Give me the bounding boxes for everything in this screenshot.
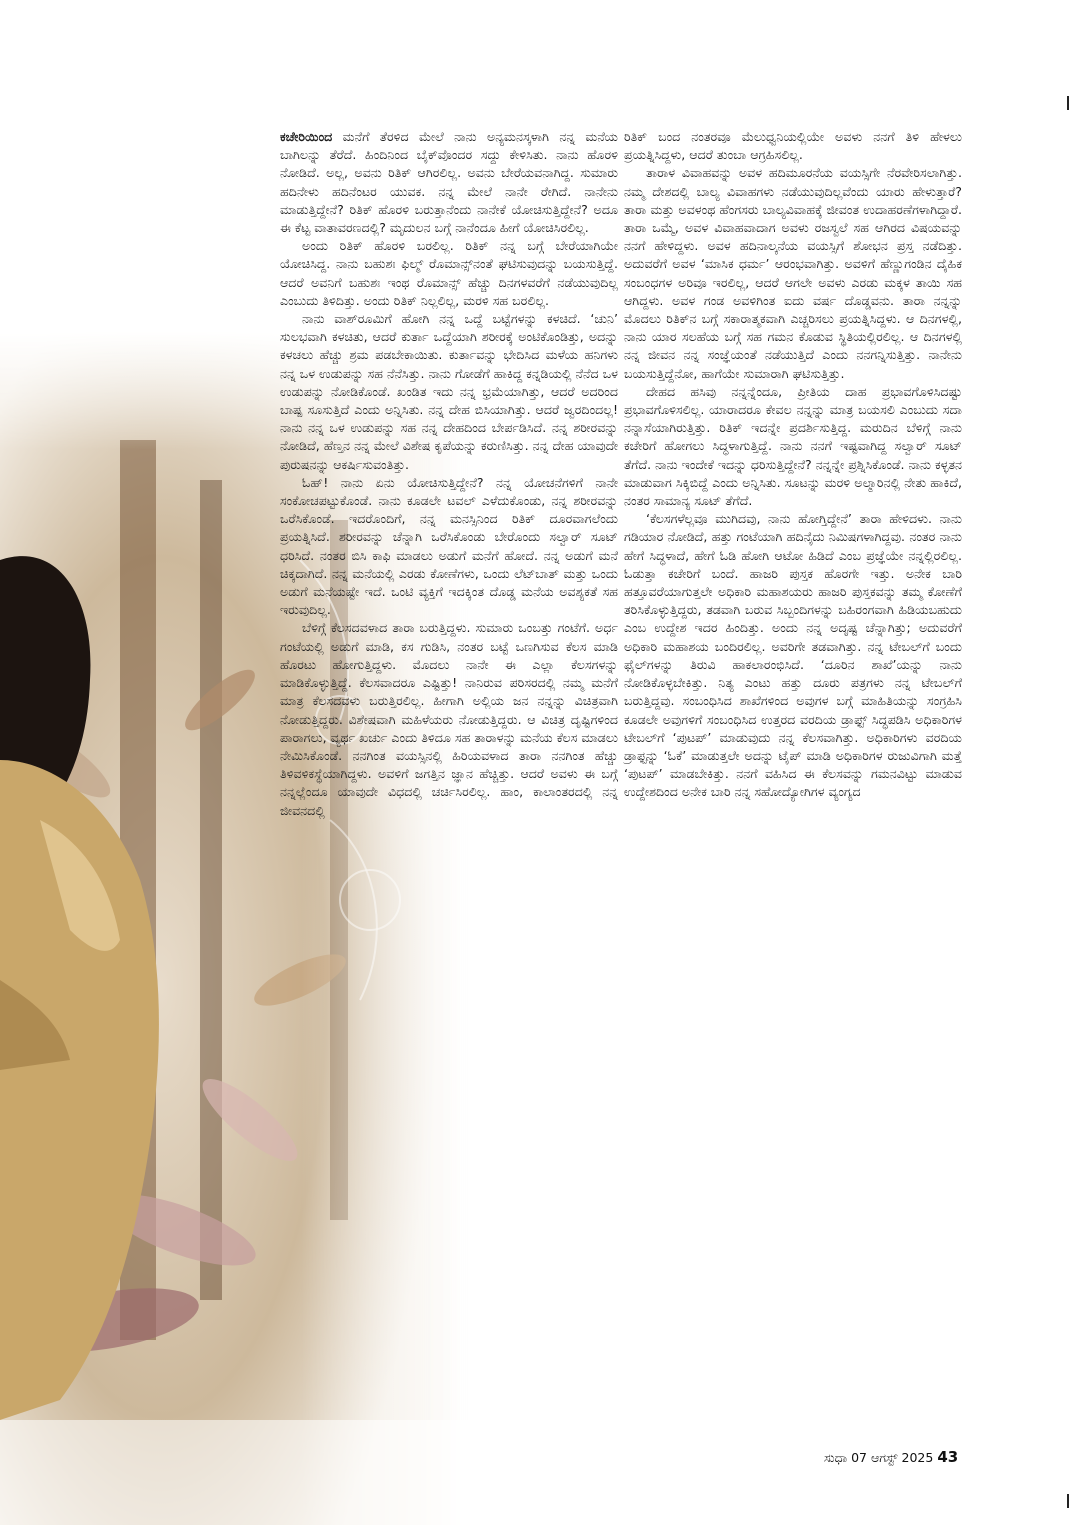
paragraph: ದೇಹದ ಹಸಿವು ನನ್ನನ್ನೆಂದೂ, ಪ್ರೀತಿಯ ದಾಹ ಪ್ರಭಾವಗೊಳಿಸಿದಷ್ಟು ಪ್ರಭಾವಗೊಳಿಸಲಿಲ್ಲ. ಯಾರಾದರೂ ಕೇವಲ ನನ್ನನ್ನು ಮಾತ್ರ ಬಯಸಲಿ ಎಂಬುದು ಸದಾ ನನ್ನಾಸೆಯಾಗಿರುತ್ತಿತ್ತು. ರಿತಿಕ್ ಇದನ್ನೇ ಪ್ರದರ್ಶಿಸುತ್ತಿದ್ದ. ಮರುದಿನ ಬೆಳಿಗ್ಗೆ ನಾನು ಕಚೇರಿಗೆ ಹೋಗಲು ಸಿದ್ಧಳಾಗುತ್ತಿದ್ದೆ. ನಾನು ನನಗೆ ಇಷ್ಟವಾಗಿದ್ದ ಸಲ್ವಾರ್ ಸೂಟ್ ತೆಗೆದೆ. ನಾನು ಇಂದೇಕೆ ಇದನ್ನು ಧರಿಸುತ್ತಿದ್ದೇನೆ? ನನ್ನನ್ನೇ ಪ್ರಶ್ನಿಸಿಕೊಂಡೆ. ನಾನು ಕಳ್ಳತನ ಮಾಡುವಾಗ ಸಿಕ್ಕಿಬಿದ್ದೆ ಎಂದು ಅನ್ನಿಸಿತು. ಸೂಟನ್ನು ಮರಳಿ ಅಲ್ಮಾರಿನಲ್ಲಿ ನೇತು ಹಾಕಿದೆ, ನಂತರ ಸಾಮಾನ್ಯ ಸೂಟ್ ತೆಗೆದೆ. <box>624 383 962 509</box>
paragraph: ಓಹ್! ನಾನು ಏನು ಯೋಚಿಸುತ್ತಿದ್ದೇನೆ? ನನ್ನ ಯೋಚನೆಗಳಿಗೆ ನಾನೇ ಸಂಕೋಚಪಟ್ಟುಕೊಂಡೆ. ನಾನು ಕೂಡಲೇ ಟವಲ್ ಎಳೆದುಕೊಂಡು, ನನ್ನ ಶರೀರವನ್ನು ಒರೆಸಿಕೊಂಡೆ. ಇದರೊಂದಿಗೆ, ನನ್ನ ಮನಸ್ಸಿನಿಂದ ರಿತಿಕ್ ದೂರವಾಗಲೆಂದು ಪ್ರಯತ್ನಿಸಿದೆ. ಶರೀರವನ್ನು ಚೆನ್ನಾಗಿ ಒರೆಸಿಕೊಂಡು ಬೇರೊಂದು ಸಲ್ವಾರ್ ಸೂಟ್ ಧರಿಸಿದೆ. ನಂತರ ಬಿಸಿ ಕಾಫಿ ಮಾಡಲು ಅಡುಗೆ ಮನೆಗೆ ಹೋದೆ. ನನ್ನ ಅಡುಗೆ ಮನೆ ಚಿಕ್ಕದಾಗಿದೆ. ನನ್ನ ಮನೆಯಲ್ಲಿ ಎರಡು ಕೋಣೆಗಳು, ಒಂದು ಲೆಟ್‌ಬಾತ್ ಮತ್ತು ಒಂದು ಅಡುಗೆ ಮನೆಯಷ್ಟೇ ಇದೆ. ಒಂಟಿ ವ್ಯಕ್ತಿಗೆ ಇದಕ್ಕಿಂತ ದೊಡ್ಡ ಮನೆಯ ಅವಶ್ಯಕತೆ ಸಹ ಇರುವುದಿಲ್ಲ. <box>280 474 618 618</box>
paragraph: ತಾರಾಳ ವಿವಾಹವನ್ನು ಅವಳ ಹದಿಮೂರನೆಯ ವಯಸ್ಸಿಗೇ ನೆರವೇರಿಸಲಾಗಿತ್ತು. ನಮ್ಮ ದೇಶದಲ್ಲಿ ಬಾಲ್ಯ ವಿವಾಹಗಳು ನಡೆಯುವುದಿಲ್ಲವೆಂದು ಯಾರು ಹೇಳುತ್ತಾರೆ? ತಾರಾ ಮತ್ತು ಅವಳಂಥ ಹೆಂಗಸರು ಬಾಲ್ಯವಿವಾಹಕ್ಕೆ ಜೀವಂತ ಉದಾಹರಣೆಗಳಾಗಿದ್ದಾರೆ. ತಾರಾ ಒಮ್ಮೆ, ಅವಳ ವಿವಾಹವಾದಾಗ ಅವಳು ರಜಸ್ವಲೆ ಸಹ ಆಗಿರದ ವಿಷಯವನ್ನು ನನಗೆ ಹೇಳಿದ್ದಳು. ಅವಳ ಹದಿನಾಲ್ಕನೆಯ ವಯಸ್ಸಿಗೆ ಶೋಭನ ಪ್ರಸ್ತ ನಡೆದಿತ್ತು. ಅದುವರೆಗೆ ಅವಳ ‘ಮಾಸಿಕ ಧರ್ಮ’ ಆರಂಭವಾಗಿತ್ತು. ಅವಳಿಗೆ ಹೆಣ್ಣುಗಂಡಿನ ದೈಹಿಕ ಸಂಬಂಧಗಳ ಅರಿವೂ ಇರಲಿಲ್ಲ, ಆದರೆ ಆಗಲೇ ಅವಳು ಎರಡು ಮಕ್ಕಳ ತಾಯಿ ಸಹ ಆಗಿದ್ದಳು. ಅವಳ ಗಂಡ ಅವಳಿಗಿಂತ ಐದು ವರ್ಷ ದೊಡ್ಡವನು. ತಾರಾ ನನ್ನನ್ನು ಮೊದಲು ರಿತಿಕ್‌ನ ಬಗ್ಗೆ ಸಕಾರಾತ್ಮಕವಾಗಿ ಎಚ್ಚರಿಸಲು ಪ್ರಯತ್ನಿಸಿದ್ದಳು. ಆ ದಿನಗಳಲ್ಲಿ, ನಾನು ಯಾರ ಸಲಹೆಯ ಬಗ್ಗೆ ಸಹ ಗಮನ ಕೊಡುವ ಸ್ಥಿತಿಯಲ್ಲಿರಲಿಲ್ಲ. ಆ ದಿನಗಳಲ್ಲಿ ನನ್ನ ಜೀವನ ನನ್ನ ಸಂಜ್ಞೆಯಂತೆ ನಡೆಯುತ್ತಿದೆ ಎಂದು ನನಗನ್ನಿಸುತ್ತಿತ್ತು. ನಾನೇನು ಬಯಸುತ್ತಿದ್ದೆನೋ, ಹಾಗೆಯೇ ಸುಮಾರಾಗಿ ಘಟಿಸುತ್ತಿತ್ತು. <box>624 165 962 381</box>
lead-word: ಕಚೇರಿಯಿಂದ <box>280 129 333 144</box>
article-column-left <box>280 128 618 820</box>
paragraph: ‘ಕೆಲಸಗಳೆಲ್ಲವೂ ಮುಗಿದವು, ನಾನು ಹೋಗ್ತಿದ್ದೇನೆ’ ತಾರಾ ಹೇಳಿದಳು. ನಾನು ಗಡಿಯಾರ ನೋಡಿದೆ, ಹತ್ತು ಗಂಟೆಯಾಗಿ ಹದಿನೈದು ನಿಮಿಷಗಳಾಗಿದ್ದವು. ನಂತರ ನಾನು ಹೇಗೆ ಸಿದ್ಧಳಾದೆ, ಹೇಗೆ ಓಡಿ ಹೋಗಿ ಆಟೋ ಹಿಡಿದೆ ಎಂಬ ಪ್ರಜ್ಞೆಯೇ ನನ್ನಲ್ಲಿರಲಿಲ್ಲ. ಓಡುತ್ತಾ ಕಚೇರಿಗೆ ಬಂದೆ. ಹಾಜರಿ ಪುಸ್ತಕ ಹೊರಗೇ ಇತ್ತು. ಅನೇಕ ಬಾರಿ ಹತ್ತೂವರೆಯಾಗುತ್ತಲೇ ಅಧಿಕಾರಿ ಮಹಾಶಯರು ಹಾಜರಿ ಪುಸ್ತಕವನ್ನು ತಮ್ಮ ಕೋಣೆಗೆ ತರಿಸಿಕೊಳ್ಳುತ್ತಿದ್ದರು, ತಡವಾಗಿ ಬರುವ ಸಿಬ್ಬಂದಿಗಳನ್ನು ಬಹಿರಂಗವಾಗಿ ಹಿಡಿಯಬಹುದು ಎಂಬ ಉದ್ದೇಶ ಇದರ ಹಿಂದಿತ್ತು. ಅಂದು ನನ್ನ ಅದೃಷ್ಟ ಚೆನ್ನಾಗಿತ್ತು; ಅದುವರೆಗೆ ಅಧಿಕಾರಿ ಮಹಾಶಯ ಬಂದಿರಲಿಲ್ಲ. ಅವರಿಗೇ ತಡವಾಗಿತ್ತು. ನನ್ನ ಟೇಬಲ್‌ಗೆ ಬಂದು ಫೈಲ್‌ಗಳನ್ನು ತಿರುವಿ ಹಾಕಲಾರಂಭಿಸಿದೆ. ‘ದೂರಿನ ಶಾಖೆ’ಯನ್ನು ನಾನು ನೋಡಿಕೊಳ್ಳಬೇಕಿತ್ತು. ನಿತ್ಯ ಎಂಟು ಹತ್ತು ದೂರು ಪತ್ರಗಳು ನನ್ನ ಟೇಬಲ್‌ಗೆ ಬರುತ್ತಿದ್ದವು. ಸಂಬಂಧಿಸಿದ ಶಾಖೆಗಳಿಂದ ಅವುಗಳ ಬಗ್ಗೆ ಮಾಹಿತಿಯನ್ನು ಸಂಗ್ರಹಿಸಿ ಕೂಡಲೇ ಅವುಗಳಿಗೆ ಸಂಬಂಧಿಸಿದ ಉತ್ತರದ ವರದಿಯ ಡ್ರಾಫ್ಟ್ ಸಿದ್ಧಪಡಿಸಿ ಅಧಿಕಾರಿಗಳ ಟೇಬಲ್‌ಗೆ ‘ಪುಟಪ್’ ಮಾಡುವುದು ನನ್ನ ಕೆಲಸವಾಗಿತ್ತು. ಅಧಿಕಾರಿಗಳು ವರದಿಯ ಡ್ರಾಫ್ಟನ್ನು ‘ಓಕೆ’ ಮಾಡುತ್ತಲೇ ಅದನ್ನು ಟೈಪ್ ಮಾಡಿ ಅಧಿಕಾರಿಗಳ ರುಜುವಿಗಾಗಿ ಮತ್ತೆ ‘ಪುಟಪ್’ ಮಾಡಬೇಕಿತ್ತು. ನನಗೆ ವಹಿಸಿದ ಈ ಕೆಲಸವನ್ನು ಗಮನವಿಟ್ಟು ಮಾಡುವ ಉದ್ದೇಶದಿಂದ ಅನೇಕ ಬಾರಿ ನನ್ನ ಸಹೋದ್ಯೋಗಿಗಳ ವ್ಯಂಗ್ಯದ <box>624 511 962 800</box>
issue-date: ಸುಧಾ 07 ಆಗಸ್ಟ್ 2025 <box>824 1450 934 1465</box>
paragraph: ಕಚೇರಿಯಿಂದ ಮನೆಗೆ ತೆರಳಿದ ಮೇಲೆ ನಾನು ಅನ್ಯಮನಸ್ಕಳಾಗಿ ನನ್ನ ಮನೆಯ ಬಾಗಿಲನ್ನು ತೆರೆದೆ. ಹಿಂದಿನಿಂದ ಬೈಕ್‌ವೊಂದರ ಸದ್ದು ಕೇಳಿಸಿತು. ನಾನು ಹೊರಳಿ ನೋಡಿದೆ. ಅಲ್ಲ, ಅವನು ರಿತಿಕ್ ಆಗಿರಲಿಲ್ಲ. ಅವನು ಬೇರೆಯವನಾಗಿದ್ದ. ಸುಮಾರು ಹದಿನೇಳು ಹದಿನೆಂಟರ ಯುವಕ. ನನ್ನ ಮೇಲೆ ನಾನೇ ರೇಗಿದೆ. ನಾನೇನು ಮಾಡುತ್ತಿದ್ದೇನೆ? ರಿತಿಕ್ ಹೊರಳಿ ಬರುತ್ತಾನೆಂದು ನಾನೇಕೆ ಯೋಚಿಸುತ್ತಿದ್ದೇನೆ? ಅದೂ ಈ ಕೆಟ್ಟ ವಾತಾವರಣದಲ್ಲಿ? ಮೃದುಲನ ಬಗ್ಗೆ ನಾನೆಂದೂ ಹೀಗೆ ಯೋಚಿಸಿರಲಿಲ್ಲ. <box>280 129 618 236</box>
paragraph: ರಿತಿಕ್ ಬಂದ ನಂತರವೂ ಮೆಲುಧ್ವನಿಯಲ್ಲಿಯೇ ಅವಳು ನನಗೆ ತಿಳಿ ಹೇಳಲು ಪ್ರಯತ್ನಿಸಿದ್ದಳು, ಆದರೆ ತುಂಬಾ ಆಗ್ರಹಿಸಲಿಲ್ಲ. <box>624 129 962 163</box>
page-footer <box>824 1448 958 1466</box>
paragraph: ನಾನು ವಾಶ್‌ರೂಮಿಗೆ ಹೋಗಿ ನನ್ನ ಒದ್ದೆ ಬಟ್ಟೆಗಳನ್ನು ಕಳಚಿದೆ. ‘ಚುನಿ’ ಸುಲಭವಾಗಿ ಕಳಚಿತು, ಆದರೆ ಕುರ್ತಾ ಒದ್ದೆಯಾಗಿ ಶರೀರಕ್ಕೆ ಅಂಟಿಕೊಂಡಿತ್ತು, ಅದನ್ನು ಕಳಚಲು ಹೆಚ್ಚು ಶ್ರಮ ಪಡಬೇಕಾಯಿತು. ಕುರ್ತಾವನ್ನು ಭೇದಿಸಿದ ಮಳೆಯ ಹನಿಗಳು ನನ್ನ ಒಳ ಉಡುಪನ್ನು ಸಹ ನೆನೆಸಿತ್ತು. ನಾನು ಗೋಡೆಗೆ ಹಾಕಿದ್ದ ಕನ್ನಡಿಯಲ್ಲಿ ನೆನೆದ ಒಳ ಉಡುಪನ್ನು ನೋಡಿಕೊಂಡೆ. ಖಂಡಿತ ಇದು ನನ್ನ ಭ್ರಮೆಯಾಗಿತ್ತು, ಆದರೆ ಅದರಿಂದ ಬಾಷ್ಪ ಸೂಸುತ್ತಿದೆ ಎಂದು ಅನ್ನಿಸಿತು. ನನ್ನ ದೇಹ ಬಿಸಿಯಾಗಿತ್ತು. ಆದರೆ ಜ್ವರದಿಂದಲ್ಲ! ನಾನು ನನ್ನ ಒಳ ಉಡುಪನ್ನು ಸಹ ನನ್ನ ದೇಹದಿಂದ ಬೇರ್ಪಡಿಸಿದೆ. ನನ್ನ ಶರೀರವನ್ನು ನೋಡಿದೆ, ಹೆಣ್ತನ ನನ್ನ ಮೇಲೆ ವಿಶೇಷ ಕೃಪೆಯನ್ನು ಕರುಣಿಸಿತ್ತು. ನನ್ನ ದೇಹ ಯಾವುದೇ ಪುರುಷನನ್ನು ಆಕರ್ಷಿಸುವಂತಿತ್ತು. <box>280 311 618 472</box>
page-number: 43 <box>937 1448 959 1466</box>
crop-mark <box>1067 96 1069 110</box>
article-column-right <box>624 128 962 802</box>
crop-mark <box>1067 1494 1069 1508</box>
paragraph: ಬೆಳಿಗ್ಗೆ ಕೆಲಸದವಳಾದ ತಾರಾ ಬರುತ್ತಿದ್ದಳು. ಸುಮಾರು ಒಂಬತ್ತು ಗಂಟೆಗೆ. ಅರ್ಧ ಗಂಟೆಯಲ್ಲಿ ಅಡುಗೆ ಮಾಡಿ, ಕಸ ಗುಡಿಸಿ, ನಂತರ ಬಟ್ಟೆ ಒಣಗಿಸುವ ಕೆಲಸ ಮಾಡಿ ಹೊರಟು ಹೋಗುತ್ತಿದ್ದಳು. ಮೊದಲು ನಾನೇ ಈ ಎಲ್ಲಾ ಕೆಲಸಗಳನ್ನು ಮಾಡಿಕೊಳ್ಳುತ್ತಿದ್ದೆ. ಕೆಲಸವಾದರೂ ಎಷ್ಟಿತ್ತು! ನಾನಿರುವ ಪರಿಸರದಲ್ಲಿ ನಮ್ಮ ಮನೆಗೆ ಮಾತ್ರ ಕೆಲಸದವಳು ಬರುತ್ತಿರಲಿಲ್ಲ. ಹೀಗಾಗಿ ಅಲ್ಲಿಯ ಜನ ನನ್ನನ್ನು ವಿಚಿತ್ರವಾಗಿ ನೋಡುತ್ತಿದ್ದರು. ವಿಶೇಷವಾಗಿ ಮಹಿಳೆಯರು ನೋಡುತ್ತಿದ್ದರು. ಆ ವಿಚಿತ್ರ ದೃಷ್ಟಿಗಳಿಂದ ಪಾರಾಗಲು, ವ್ಯರ್ಥ ಖರ್ಚು ಎಂದು ತಿಳಿದೂ ಸಹ ತಾರಾಳನ್ನು ಮನೆಯ ಕೆಲಸ ಮಾಡಲು ನೇಮಿಸಿಕೊಂಡೆ. ನನಗಿಂತ ವಯಸ್ಸಿನಲ್ಲಿ ಹಿರಿಯವಳಾದ ತಾರಾ ನನಗಿಂತ ಹೆಚ್ಚು ತಿಳಿವಳಿಕಸ್ಥೆಯಾಗಿದ್ದಳು. ಅವಳಿಗೆ ಜಗತ್ತಿನ ಜ್ಞಾನ ಹೆಚ್ಚಿತ್ತು. ಆದರೆ ಅವಳು ಈ ಬಗ್ಗೆ ನನ್ನಲ್ಲೆಂದೂ ಯಾವುದೇ ವಿಧದಲ್ಲಿ ಚರ್ಚಿಸಿರಲಿಲ್ಲ. ಹಾಂ, ಕಾಲಾಂತರದಲ್ಲಿ ನನ್ನ ಜೀವನದಲ್ಲಿ <box>280 620 618 818</box>
paragraph: ಅಂದು ರಿತಿಕ್ ಹೊರಳಿ ಬರಲಿಲ್ಲ. ರಿತಿಕ್ ನನ್ನ ಬಗ್ಗೆ ಬೇರೆಯಾಗಿಯೇ ಯೋಚಿಸಿದ್ದ. ನಾನು ಬಹುಶಃ ಫಿಲ್ಮ್ ರೊಮಾನ್ಸ್‌ನಂತೆ ಘಟಿಸುವುದನ್ನು ಬಯಸುತ್ತಿದ್ದೆ. ಆದರೆ ಅವನಿಗೆ ಬಹುಶಃ ಇಂಥ ರೊಮಾನ್ಸ್ ಹೆಚ್ಚು ದಿನಗಳವರೆಗೆ ನಡೆಯುವುದಿಲ್ಲ ಎಂಬುದು ತಿಳಿದಿತ್ತು. ಅಂದು ರಿತಿಕ್ ನಿಲ್ಲಲಿಲ್ಲ, ಮರಳಿ ಸಹ ಬರಲಿಲ್ಲ. <box>280 238 618 308</box>
